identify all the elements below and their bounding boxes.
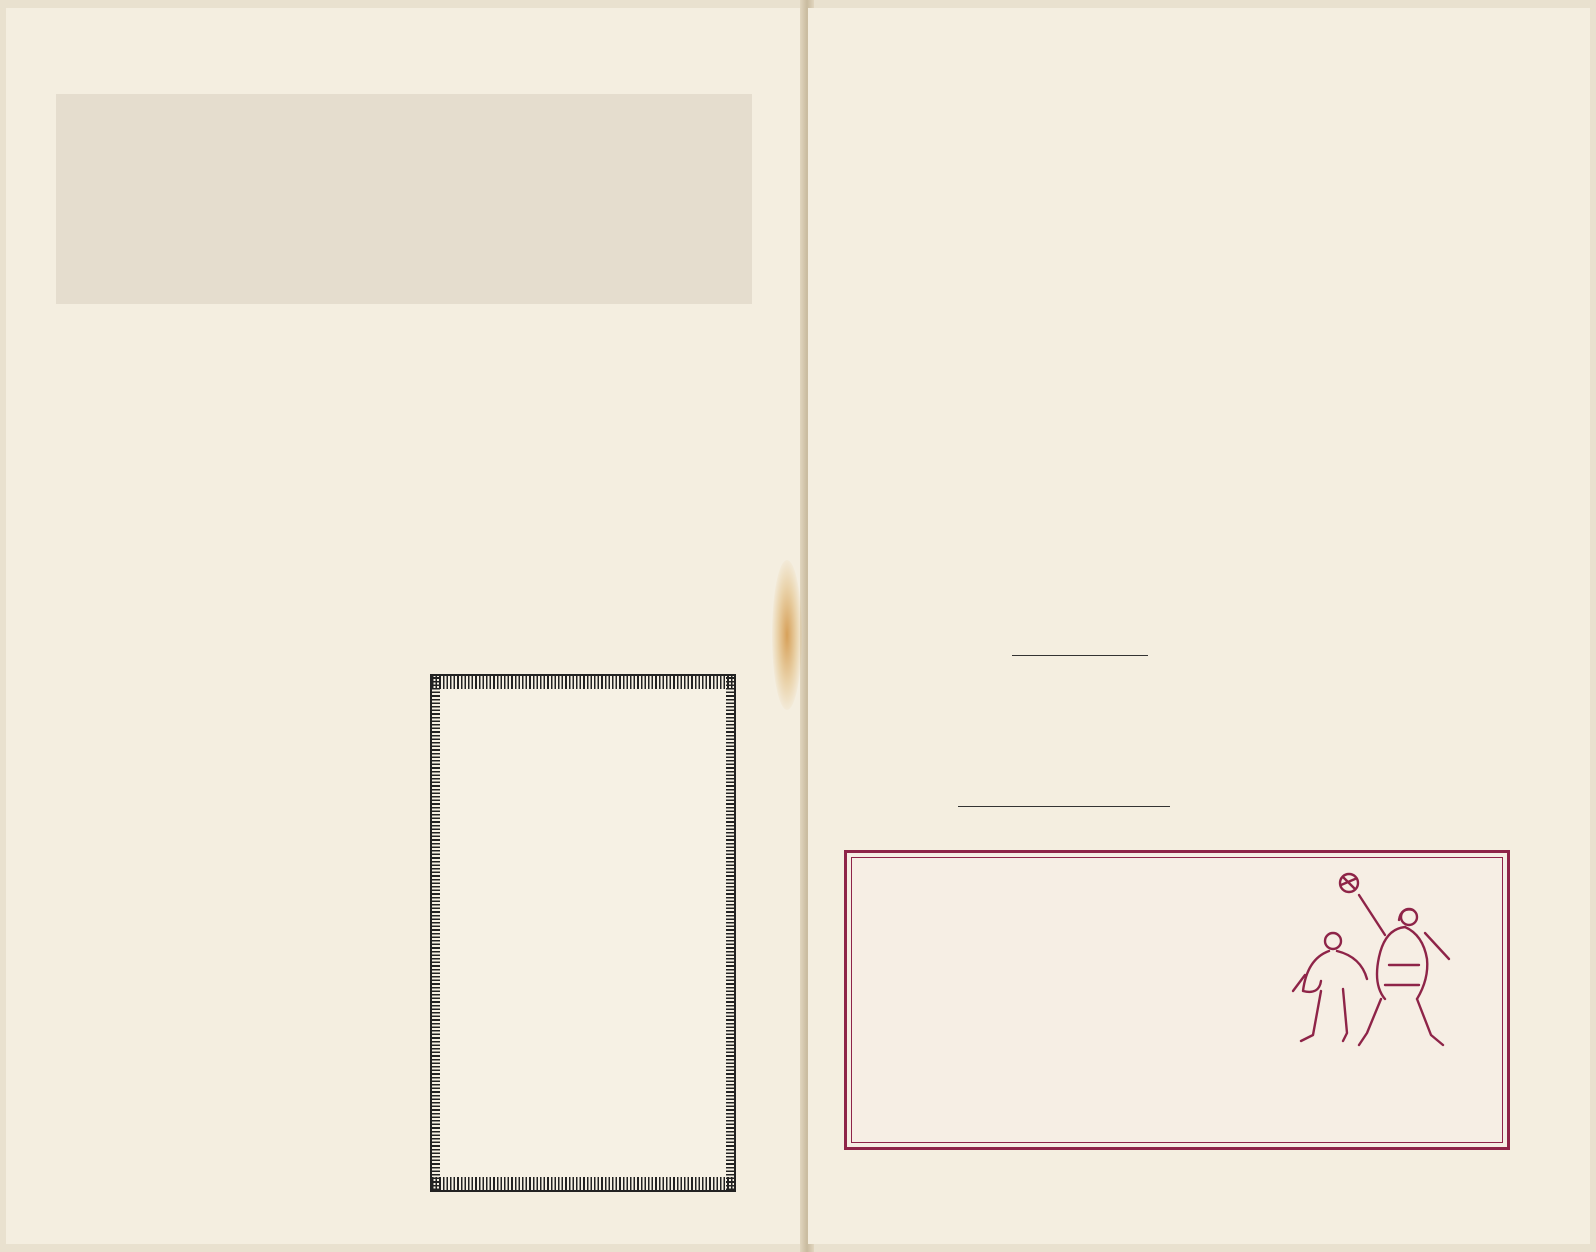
- ad-border-left: [432, 676, 440, 1190]
- summary-header: [870, 738, 1198, 740]
- ad-border-top: [432, 676, 734, 689]
- page-left: [6, 8, 806, 1244]
- show-through: [56, 94, 752, 304]
- summary-table: [870, 738, 1198, 740]
- ad-border-bottom: [432, 1177, 734, 1190]
- ad-telephone: [442, 706, 724, 722]
- footballers-illustration-icon: [1285, 865, 1497, 1075]
- hendrys-advert: [430, 674, 736, 1192]
- ad-content: [442, 696, 724, 722]
- stain: [772, 560, 802, 710]
- ad-border-right: [726, 676, 734, 1190]
- summary-rule: [958, 806, 1170, 807]
- total-rule: [1012, 655, 1148, 656]
- coach-advert: [844, 850, 1510, 1150]
